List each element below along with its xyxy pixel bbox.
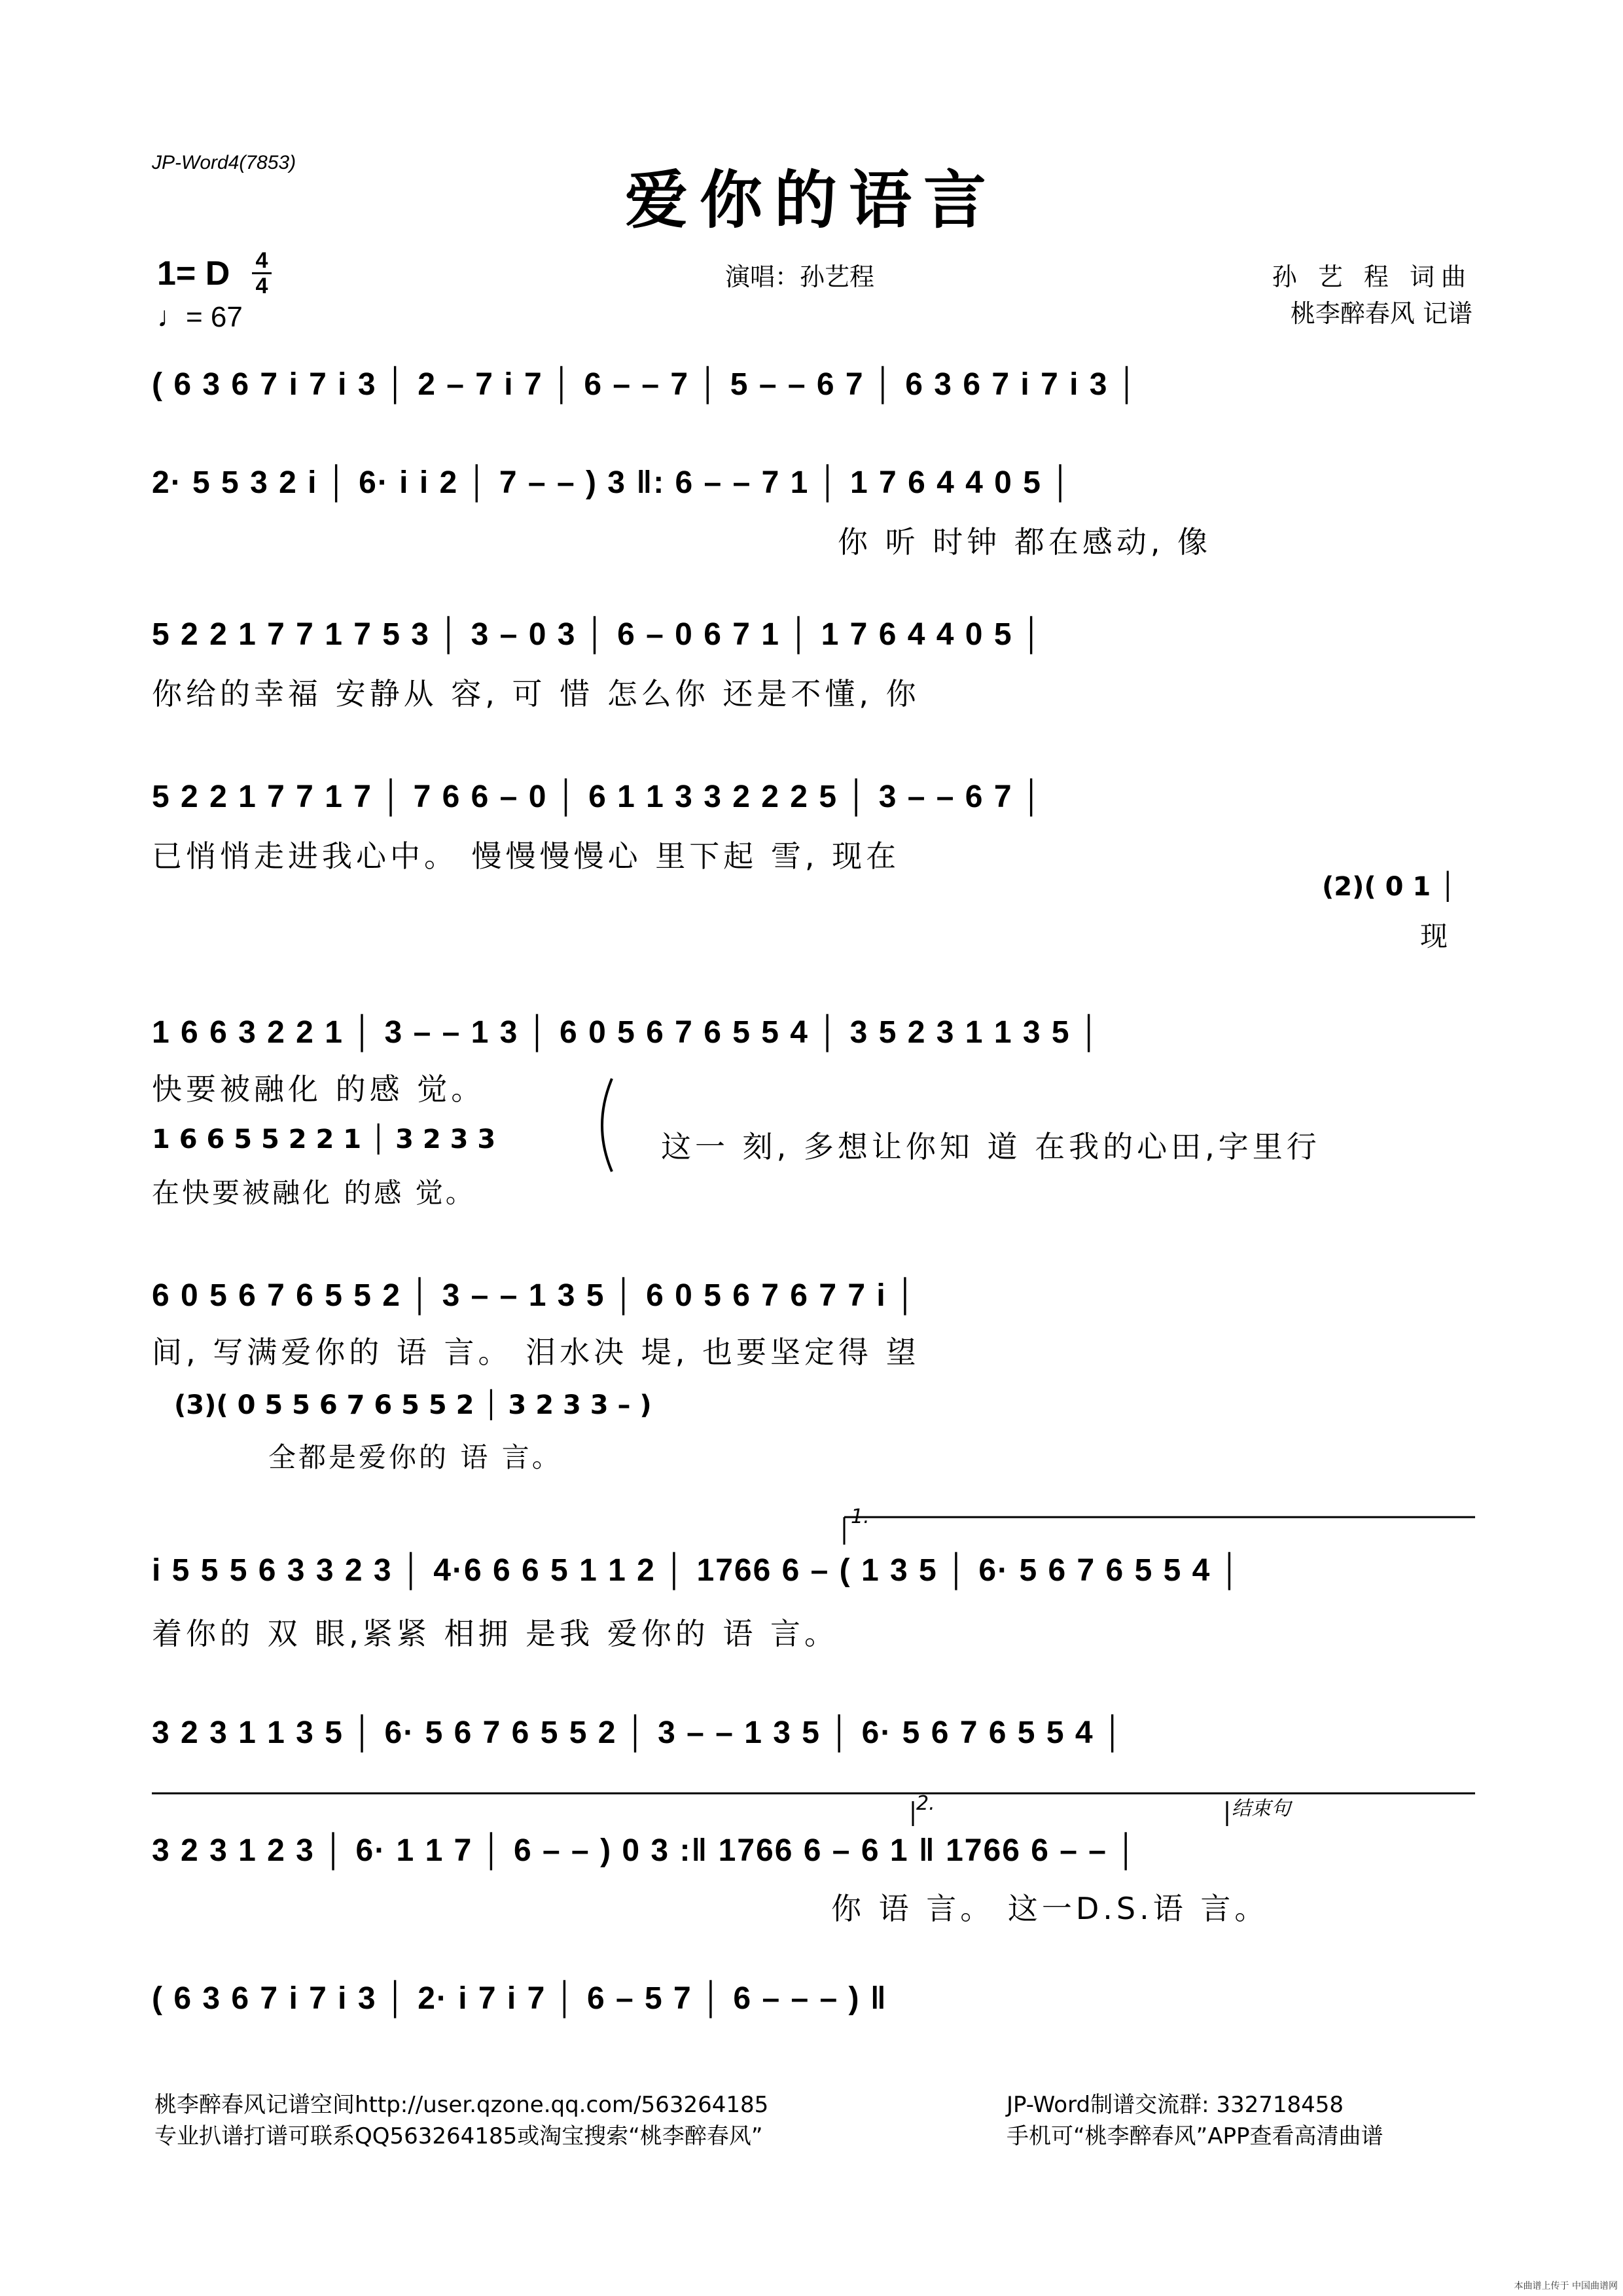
- score-line-5-alt-lyrics: 在快要被融化 的感 觉。: [152, 1177, 476, 1209]
- singer: 演唱：孙艺程: [725, 262, 875, 291]
- footer-right-1: JP-Word制谱交流群: 332718458: [1007, 2092, 1344, 2118]
- transcriber-credit: 桃李醉春风 记谱: [1290, 299, 1472, 328]
- software-tag: JP-Word4(7853): [152, 152, 296, 173]
- brace: [602, 1079, 612, 1172]
- key-signature: 1= D: [157, 255, 230, 293]
- score-line-5-alt-notes: 1 6 6 5 5 2 2 1 │ 3 2 3 3: [152, 1124, 496, 1155]
- time-sig-top: 4: [255, 248, 268, 273]
- upload-stamp: 本曲谱上传于 中国曲谱网: [1514, 2281, 1618, 2291]
- score-line-4-lyrics: 已悄悄走进我心中。 慢慢慢慢心 里下起 雪, 现在: [152, 838, 901, 874]
- score-line-7-lyrics: 着你的 双 眼,紧紧 相拥 是我 爱你的 语 言。: [152, 1616, 838, 1651]
- footer-left-2: 专业扒谱打谱可联系QQ563264185或淘宝搜索“桃李醉春风”: [154, 2123, 763, 2149]
- footer-left-1: 桃李醉春风记谱空间http://user.qzone.qq.com/563264185: [154, 2092, 769, 2118]
- score-line-1-notes: ( 6 3 6 7 i 7 i 3 │ 2 – 7 i 7 │ 6 – – 7 │ 5 – – 6 7 │ 6 3 6 7 i 7 i 3 │: [152, 367, 1139, 402]
- footer-right-2: 手机可“桃李醉春风”APP查看高清曲谱: [1007, 2123, 1383, 2149]
- score-line-4-sub-notes: (2)( 0 1 │: [1322, 872, 1456, 902]
- score-line-7-notes: i 5 5 5 6 3 3 2 3 │ 4·6 6 6 5 1 1 2 │ 1766 6 – ( 1 3 5 │ 6· 5 6 7 6 5 5 4 │: [152, 1553, 1242, 1588]
- score-line-6-lyrics: 间, 写满爱你的 语 言。 泪水决 堤, 也要坚定得 望: [152, 1335, 920, 1370]
- score-line-5-lyrics: 快要被融化 的感 觉。: [152, 1071, 486, 1107]
- score-line-5-side-lyrics: 这一 刻, 多想让你知 道 在我的心田,字里行: [661, 1129, 1321, 1164]
- score-line-9-notes: 3 2 3 1 2 3 │ 6· 1 1 7 │ 6 – – ) 0 3 :‖ 1766 6 – 6 1 ‖ 1766 6 – – │: [152, 1833, 1139, 1868]
- score-line-2-notes: 2· 5 5 3 2 i │ 6· i i 2 │ 7 – – ) 3 ‖: 6 – – 7 1 │ 1 7 6 4 4 0 5 │: [152, 465, 1073, 500]
- song-title: 爱你的语言: [625, 163, 998, 237]
- score-line-10-notes: ( 6 3 6 7 i 7 i 3 │ 2· i 7 i 7 │ 6 – 5 7 │ 6 – – – ) ‖: [152, 1981, 887, 2016]
- score-line-6-notes: 6 0 5 6 7 6 5 5 2 │ 3 – – 1 3 5 │ 6 0 5 6 7 6 7 7 i │: [152, 1278, 918, 1313]
- score-line-2-lyrics: 你 听 时钟 都在感动, 像: [838, 524, 1212, 560]
- time-sig-bottom: 4: [255, 274, 268, 298]
- score-line-6-sub-lyrics: 全都是爱你的 语 言。: [268, 1441, 562, 1473]
- volta-1-label: 1.: [851, 1505, 870, 1528]
- score-line-6-sub-notes: (3)( 0 5 5 6 7 6 5 5 2 │ 3 2 3 3 – ): [174, 1390, 652, 1420]
- score-line-4-notes: 5 2 2 1 7 7 1 7 │ 7 6 6 – 0 │ 6 1 1 3 3 2 2 2 5 │ 3 – – 6 7 │: [152, 780, 1044, 814]
- score-line-3-lyrics: 你给的幸福 安静从 容, 可 惜 怎么你 还是不懂, 你: [152, 676, 920, 711]
- score-line-3-notes: 5 2 2 1 7 7 1 7 5 3 │ 3 – 0 3 │ 6 – 0 6 7 1 │ 1 7 6 4 4 0 5 │: [152, 617, 1044, 652]
- ending-label: 结束句: [1232, 1797, 1291, 1820]
- score-line-5-notes: 1 6 6 3 2 2 1 │ 3 – – 1 3 │ 6 0 5 6 7 6 5 5 4 │ 3 5 2 3 1 1 3 5 │: [152, 1015, 1101, 1050]
- tempo-mark: ♩= 67: [157, 301, 243, 333]
- volta-2-label: 2.: [916, 1792, 935, 1815]
- score-line-8-notes: 3 2 3 1 1 3 5 │ 6· 5 6 7 6 5 5 2 │ 3 – – 1 3 5 │ 6· 5 6 7 6 5 5 4 │: [152, 1715, 1125, 1750]
- score-line-4-sub-lyrics: 现: [1420, 920, 1451, 952]
- score-line-9-lyrics: 你 语 言。 这一D.S.语 言。: [831, 1891, 1269, 1926]
- composer-credit: 孙 艺 程 词曲: [1272, 262, 1472, 291]
